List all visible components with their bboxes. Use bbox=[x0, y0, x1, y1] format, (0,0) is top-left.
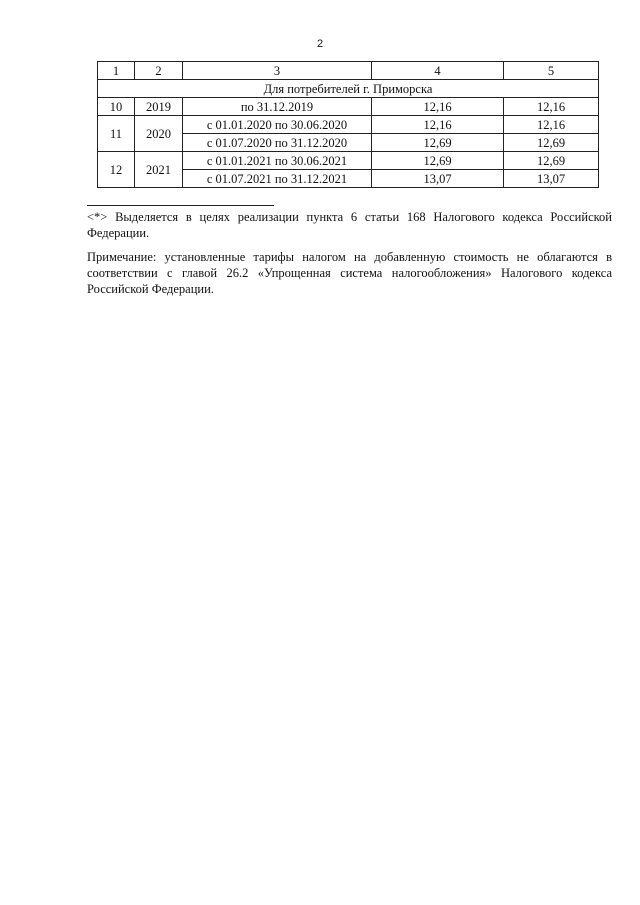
row-period: с 01.01.2021 по 30.06.2021 bbox=[183, 152, 372, 170]
row-value-col5: 12,16 bbox=[504, 98, 599, 116]
row-value-col5: 12,69 bbox=[504, 134, 599, 152]
row-value-col4: 12,69 bbox=[372, 152, 504, 170]
table-row bbox=[98, 152, 599, 170]
table-header-row bbox=[98, 62, 599, 80]
footnote-divider bbox=[87, 205, 274, 206]
row-period: с 01.01.2020 по 30.06.2020 bbox=[183, 116, 372, 134]
row-year: 2019 bbox=[135, 98, 183, 116]
row-period: с 01.07.2020 по 31.12.2020 bbox=[183, 134, 372, 152]
row-number: 11 bbox=[98, 116, 135, 152]
row-value-col5: 12,69 bbox=[504, 152, 599, 170]
row-period: по 31.12.2019 bbox=[183, 98, 372, 116]
page-number: 2 bbox=[316, 38, 324, 50]
row-year: 2021 bbox=[135, 152, 183, 188]
footnote-text: <*> Выделяется в целях реализации пункта 6 статьи 168 Налогового кодекса Российской Федерации. bbox=[87, 210, 612, 240]
row-year: 2020 bbox=[135, 116, 183, 152]
row-value-col4: 12,69 bbox=[372, 134, 504, 152]
row-value-col5: 13,07 bbox=[504, 170, 599, 188]
row-value-col4: 12,16 bbox=[372, 116, 504, 134]
table-row bbox=[98, 98, 599, 116]
row-number: 10 bbox=[98, 98, 135, 116]
header-cell-1: 1 bbox=[98, 62, 135, 80]
header-cell-2: 2 bbox=[135, 62, 183, 80]
section-title-row bbox=[98, 80, 599, 98]
row-period: с 01.07.2021 по 31.12.2021 bbox=[183, 170, 372, 188]
row-value-col4: 12,16 bbox=[372, 98, 504, 116]
header-cell-5: 5 bbox=[504, 62, 599, 80]
note-text: Примечание: установленные тарифы налогом на добавленную стоимость не облагаются в соответствии с главой 26.2 «Упрощенная система налогообложения» Налогового кодекса Российской Федерации. bbox=[87, 250, 612, 296]
header-cell-4: 4 bbox=[372, 62, 504, 80]
row-value-col5: 12,16 bbox=[504, 116, 599, 134]
row-value-col4: 13,07 bbox=[372, 170, 504, 188]
section-title: Для потребителей г. Приморска bbox=[98, 80, 599, 98]
tariff-table bbox=[97, 61, 599, 188]
row-number: 12 bbox=[98, 152, 135, 188]
header-cell-3: 3 bbox=[183, 62, 372, 80]
table-row bbox=[98, 116, 599, 134]
